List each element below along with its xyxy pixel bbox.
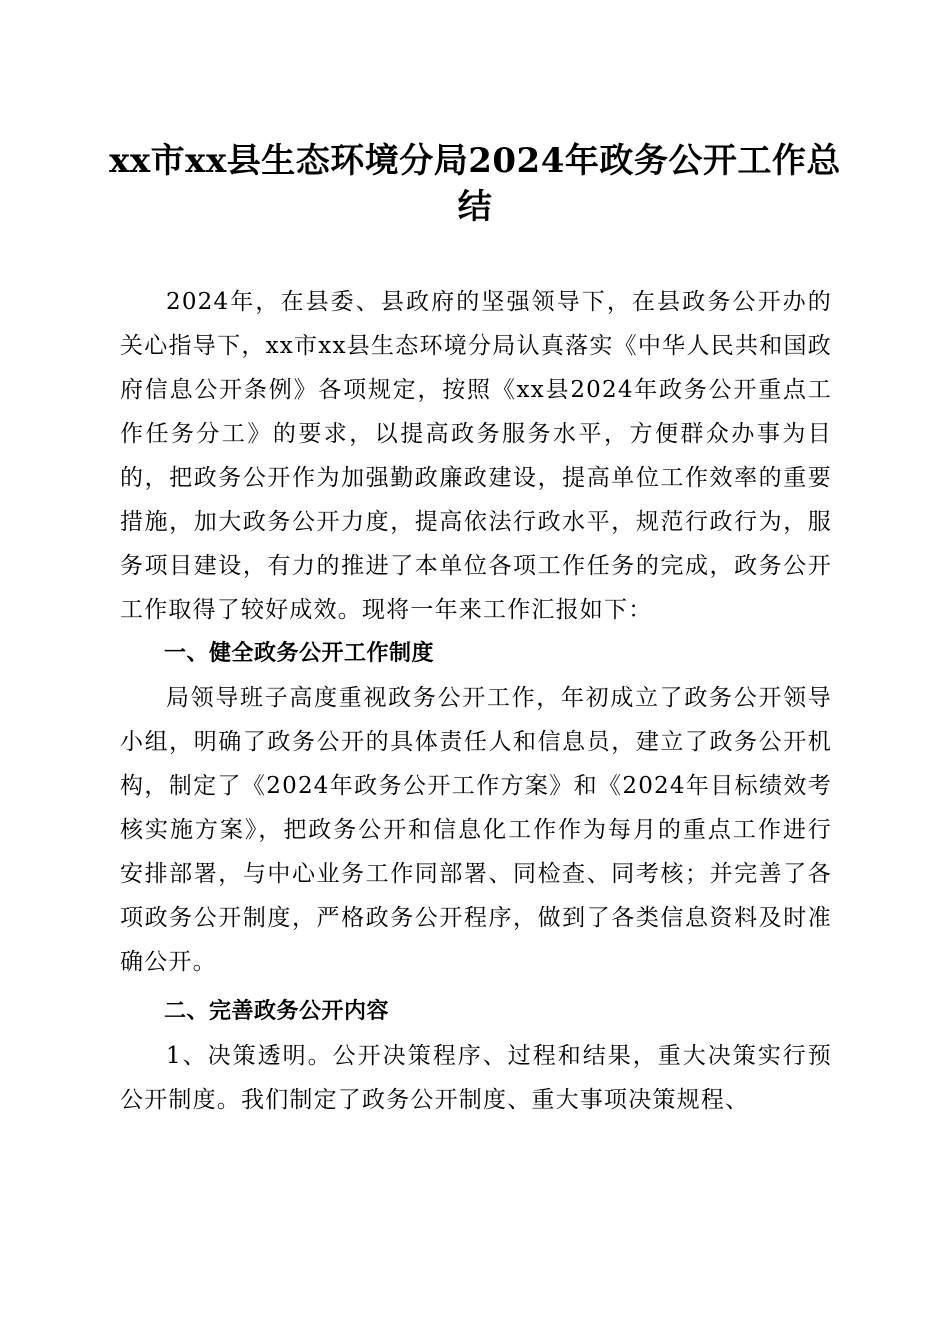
section-1-paragraph: 局领导班子高度重视政务公开工作，年初成立了政务公开领导小组，明确了政务公开的具体责任人和信息员，建立了政务公开机构，制定了《2024年政务公开工作方案》和《2024年目标绩效考核实施方案》，把政务公开和信息化工作作为每月的重点工作进行安排部署，与中心业务工作同部署、同检查、同考核；并完善了各项政务公开制度，严格政务公开程序，做到了各类信息资料及时准确公开。 — [120, 685, 832, 975]
section-2-paragraph: 1、决策透明。公开决策程序、过程和结果，重大决策实行预公开制度。我们制定了政务公开制度、重大事项决策规程、 — [120, 1043, 832, 1113]
section-heading-2: 二、完善政务公开内容 — [164, 999, 390, 1024]
document-body — [120, 280, 832, 1122]
section-heading-1: 一、健全政务公开工作制度 — [164, 641, 435, 666]
intro-paragraph: 2024年，在县委、县政府的坚强领导下，在县政务公开办的关心指导下，xx市xx县生态环境分局认真落实《中华人民共和国政府信息公开条例》各项规定，按照《xx县2024年政务公开重点工作任务分工》的要求，以提高政务服务水平，方便群众办事为目的，把政务公开作为加强勤政廉政建设，提高单位工作效率的重要措施，加大政务公开力度，提高依法行政水平，规范行政行为，服务项目建设，有力的推进了本单位各项工作任务的完成，政务公开工作取得了较好成效。现将一年来工作汇报如下： — [120, 289, 832, 623]
document-title: xx市xx县生态环境分局2024年政务公开工作总结 — [109, 141, 841, 227]
